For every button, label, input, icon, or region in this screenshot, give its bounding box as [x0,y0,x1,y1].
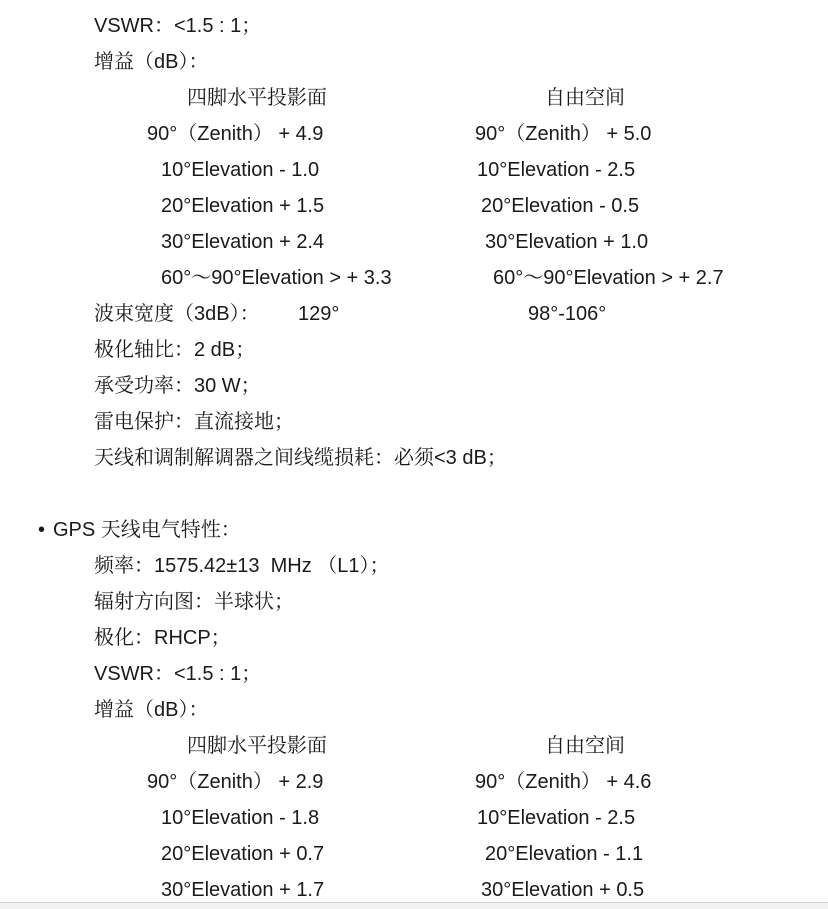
lightning-protection-line: 雷电保护：直流接地； [94,411,294,433]
gain-row-right: 30°Elevation + 0.5 [481,879,645,901]
beamwidth-label: 波束宽度（3dB）： [94,303,260,325]
gain-col-header-right: 自由空间 [545,87,625,109]
gain-row-left: 90°（Zenith） + 2.9 [147,771,324,793]
gain-row-right: 10°Elevation - 2.5 [477,159,636,181]
beamwidth-left-value: 129° [298,303,340,325]
gain-row-right: 90°（Zenith） + 5.0 [475,123,652,145]
vswr-line: VSWR：<1.5 : 1； [94,15,262,37]
axial-ratio-line: 极化轴比：2 dB； [94,339,256,361]
gain-row-right: 20°Elevation - 1.1 [485,843,644,865]
section-title: GPS 天线电气特性： [53,519,241,541]
radiation-pattern-line: 辐射方向图：半球状； [94,591,294,613]
gain-label: 增益（dB）： [94,51,209,73]
gain-row-right: 90°（Zenith） + 4.6 [475,771,652,793]
vswr-line: VSWR：<1.5 : 1； [94,663,262,685]
gain-row-left: 10°Elevation - 1.0 [161,159,320,181]
gain-label: 增益（dB）： [94,699,209,721]
bullet-icon: • [38,519,46,541]
gain-row-right: 30°Elevation + 1.0 [485,231,649,253]
gain-col-header-left: 四脚水平投影面 [187,87,327,109]
beamwidth-right-value: 98°-106° [528,303,607,325]
gain-col-header-right: 自由空间 [545,735,625,757]
gain-row-left: 10°Elevation - 1.8 [161,807,320,829]
frequency-line: 频率：1575.42±13 MHz （L1）； [94,555,390,577]
gain-row-left: 20°Elevation + 0.7 [161,843,325,865]
gain-row-left: 20°Elevation + 1.5 [161,195,325,217]
gain-row-left: 30°Elevation + 2.4 [161,231,325,253]
gain-col-header-left: 四脚水平投影面 [187,735,327,757]
cable-loss-line: 天线和调制解调器之间线缆损耗：必须<3 dB； [94,447,507,469]
polarization-line: 极化：RHCP； [94,627,231,649]
gain-row-right: 60°～90°Elevation > + 2.7 [493,267,724,289]
gain-row-right: 10°Elevation - 2.5 [477,807,636,829]
gain-row-left: 60°～90°Elevation > + 3.3 [161,267,392,289]
power-line: 承受功率：30 W； [94,375,261,397]
gain-row-right: 20°Elevation - 0.5 [481,195,640,217]
gain-row-left: 90°（Zenith） + 4.9 [147,123,324,145]
gain-row-left: 30°Elevation + 1.7 [161,879,325,901]
